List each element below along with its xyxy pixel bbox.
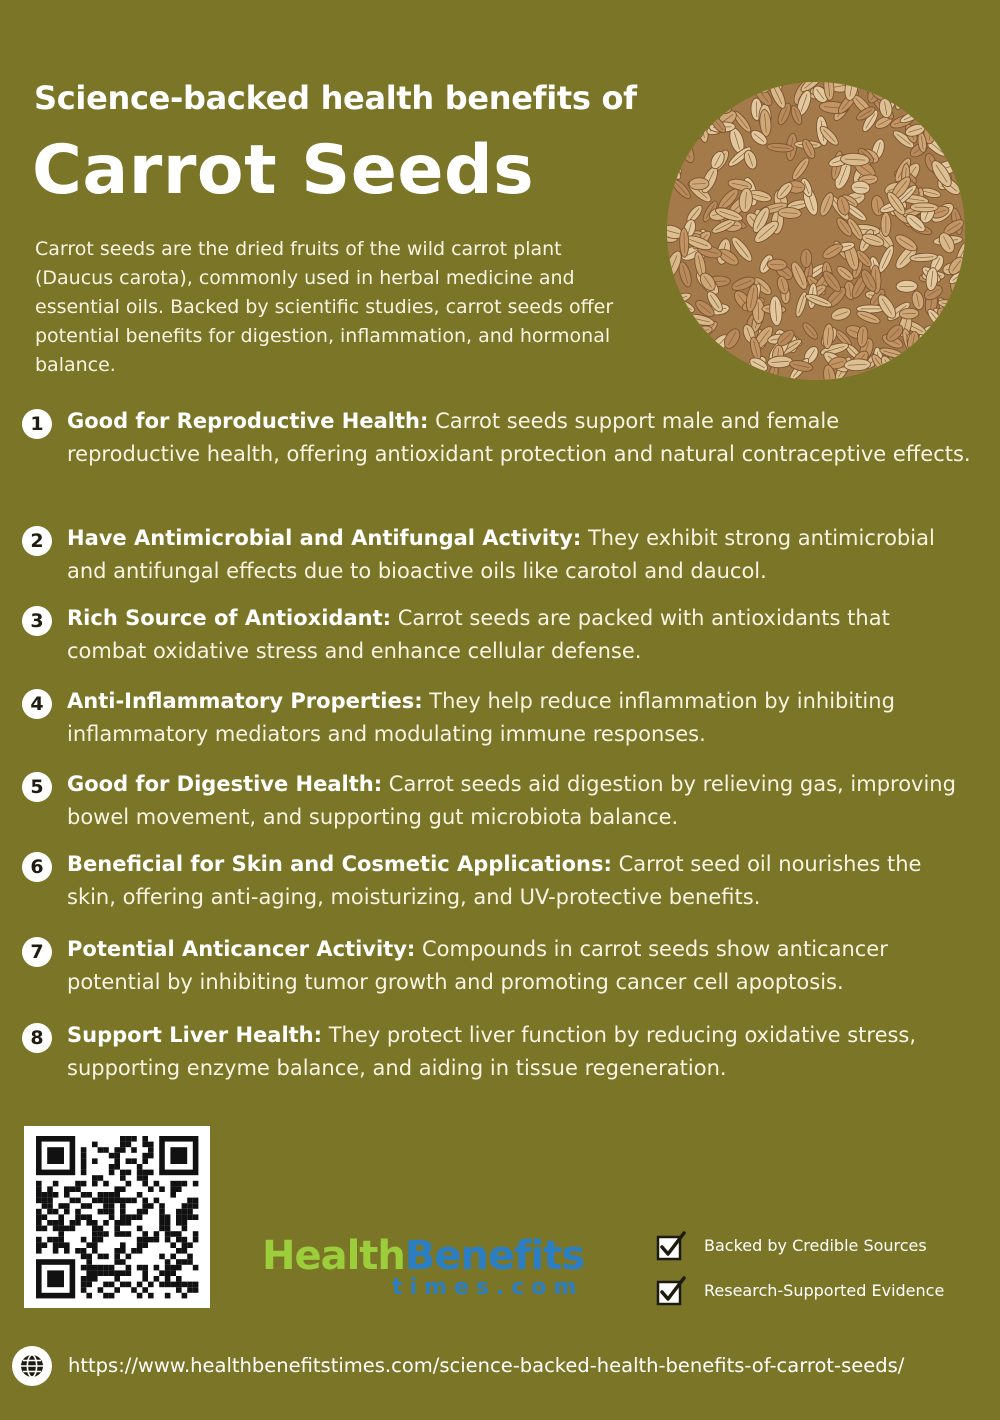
qr-code[interactable]: [24, 1126, 210, 1308]
checkbox-check-icon: [656, 1276, 686, 1306]
benefit-body: [67, 602, 972, 668]
globe-icon: [12, 1346, 52, 1386]
source-url-row: [12, 1345, 992, 1387]
benefit-body: [67, 768, 972, 834]
benefit-body: [67, 1019, 972, 1085]
benefit-title: Have Antimicrobial and Antifungal Activity:: [67, 526, 582, 550]
number-badge: 8: [22, 1023, 52, 1053]
number-badge: 2: [22, 526, 52, 556]
benefit-body: [67, 933, 972, 999]
benefit-description: Carrot seed oil nourishes the skin, offering anti-aging, moisturizing, and UV-protective benefits.: [67, 852, 922, 909]
benefit-item-5: [22, 768, 972, 834]
check-label: Backed by Credible Sources: [704, 1236, 927, 1255]
benefit-item-4: [22, 685, 972, 751]
benefit-item-2: [22, 522, 972, 588]
benefit-title: Rich Source of Antioxidant:: [67, 606, 392, 630]
benefit-item-8: [22, 1019, 972, 1085]
qr-code-icon: [24, 1126, 210, 1308]
number-badge: 4: [22, 689, 52, 719]
brand-domain: times.com: [392, 1275, 584, 1300]
checkbox-check-icon: [656, 1231, 686, 1261]
number-badge: 1: [22, 409, 52, 439]
benefit-title: Anti-Inflammatory Properties:: [67, 689, 423, 713]
carrot-seeds-image: [667, 82, 965, 380]
benefit-body: [67, 685, 972, 751]
benefit-title: Good for Reproductive Health:: [67, 409, 429, 433]
benefit-item-6: [22, 848, 972, 914]
benefit-title: Potential Anticancer Activity:: [67, 937, 416, 961]
benefit-description: Carrot seeds aid digestion by relieving gas, improving bowel movement, and supporting gut microbiota balance.: [67, 772, 956, 829]
page-kicker: Science-backed health benefits of: [34, 79, 637, 117]
benefit-item-7: [22, 933, 972, 999]
benefit-body: [67, 405, 972, 471]
check-label: Research-Supported Evidence: [704, 1281, 945, 1300]
credible-sources-row: [656, 1229, 976, 1263]
brand-health: Health: [262, 1233, 405, 1279]
number-badge: 6: [22, 852, 52, 882]
benefit-description: They protect liver function by reducing oxidative stress, supporting enzyme balance, and aiding in tissue regeneration.: [67, 1023, 917, 1080]
benefit-item-3: [22, 602, 972, 668]
brand-benefits: Benefits: [404, 1233, 585, 1279]
benefit-title: Beneficial for Skin and Cosmetic Applications:: [67, 852, 612, 876]
benefit-description: They exhibit strong antimicrobial and antifungal effects due to bioactive oils like carotol and daucol.: [67, 526, 935, 583]
benefit-description: Carrot seeds are packed with antioxidants that combat oxidative stress and enhance cellular defense.: [67, 606, 890, 663]
carrot-seeds-photo: [667, 82, 965, 380]
intro-paragraph: Carrot seeds are the dried fruits of the wild carrot plant (Daucus carota), commonly used in herbal medicine and essential oils. Backed by scientific studies, carrot seeds offer potential benefits for digestion, inflammation, and hormonal balance.: [35, 238, 614, 376]
source-url-link[interactable]: https://www.healthbenefitstimes.com/science-backed-health-benefits-of-carrot-seeds/: [68, 1354, 905, 1377]
page-title: Carrot Seeds: [32, 131, 535, 210]
brand-wordmark: [262, 1232, 622, 1280]
number-badge: 3: [22, 606, 52, 636]
brand-logo: [262, 1232, 622, 1308]
benefit-title: Good for Digestive Health:: [67, 772, 383, 796]
benefit-title: Support Liver Health:: [67, 1023, 323, 1047]
benefit-description: Carrot seeds support male and female reproductive health, offering antioxidant protection and natural contraceptive effects.: [67, 409, 971, 466]
benefit-description: They help reduce inflammation by inhibiting inflammatory mediators and modulating immune responses.: [67, 689, 895, 746]
number-badge: 5: [22, 772, 52, 802]
benefit-body: [67, 522, 972, 588]
benefit-item-1: [22, 405, 972, 471]
benefit-body: [67, 848, 972, 914]
benefit-description: Compounds in carrot seeds show anticancer potential by inhibiting tumor growth and promoting cancer cell apoptosis.: [67, 937, 888, 994]
number-badge: 7: [22, 937, 52, 967]
research-evidence-row: [656, 1274, 976, 1308]
